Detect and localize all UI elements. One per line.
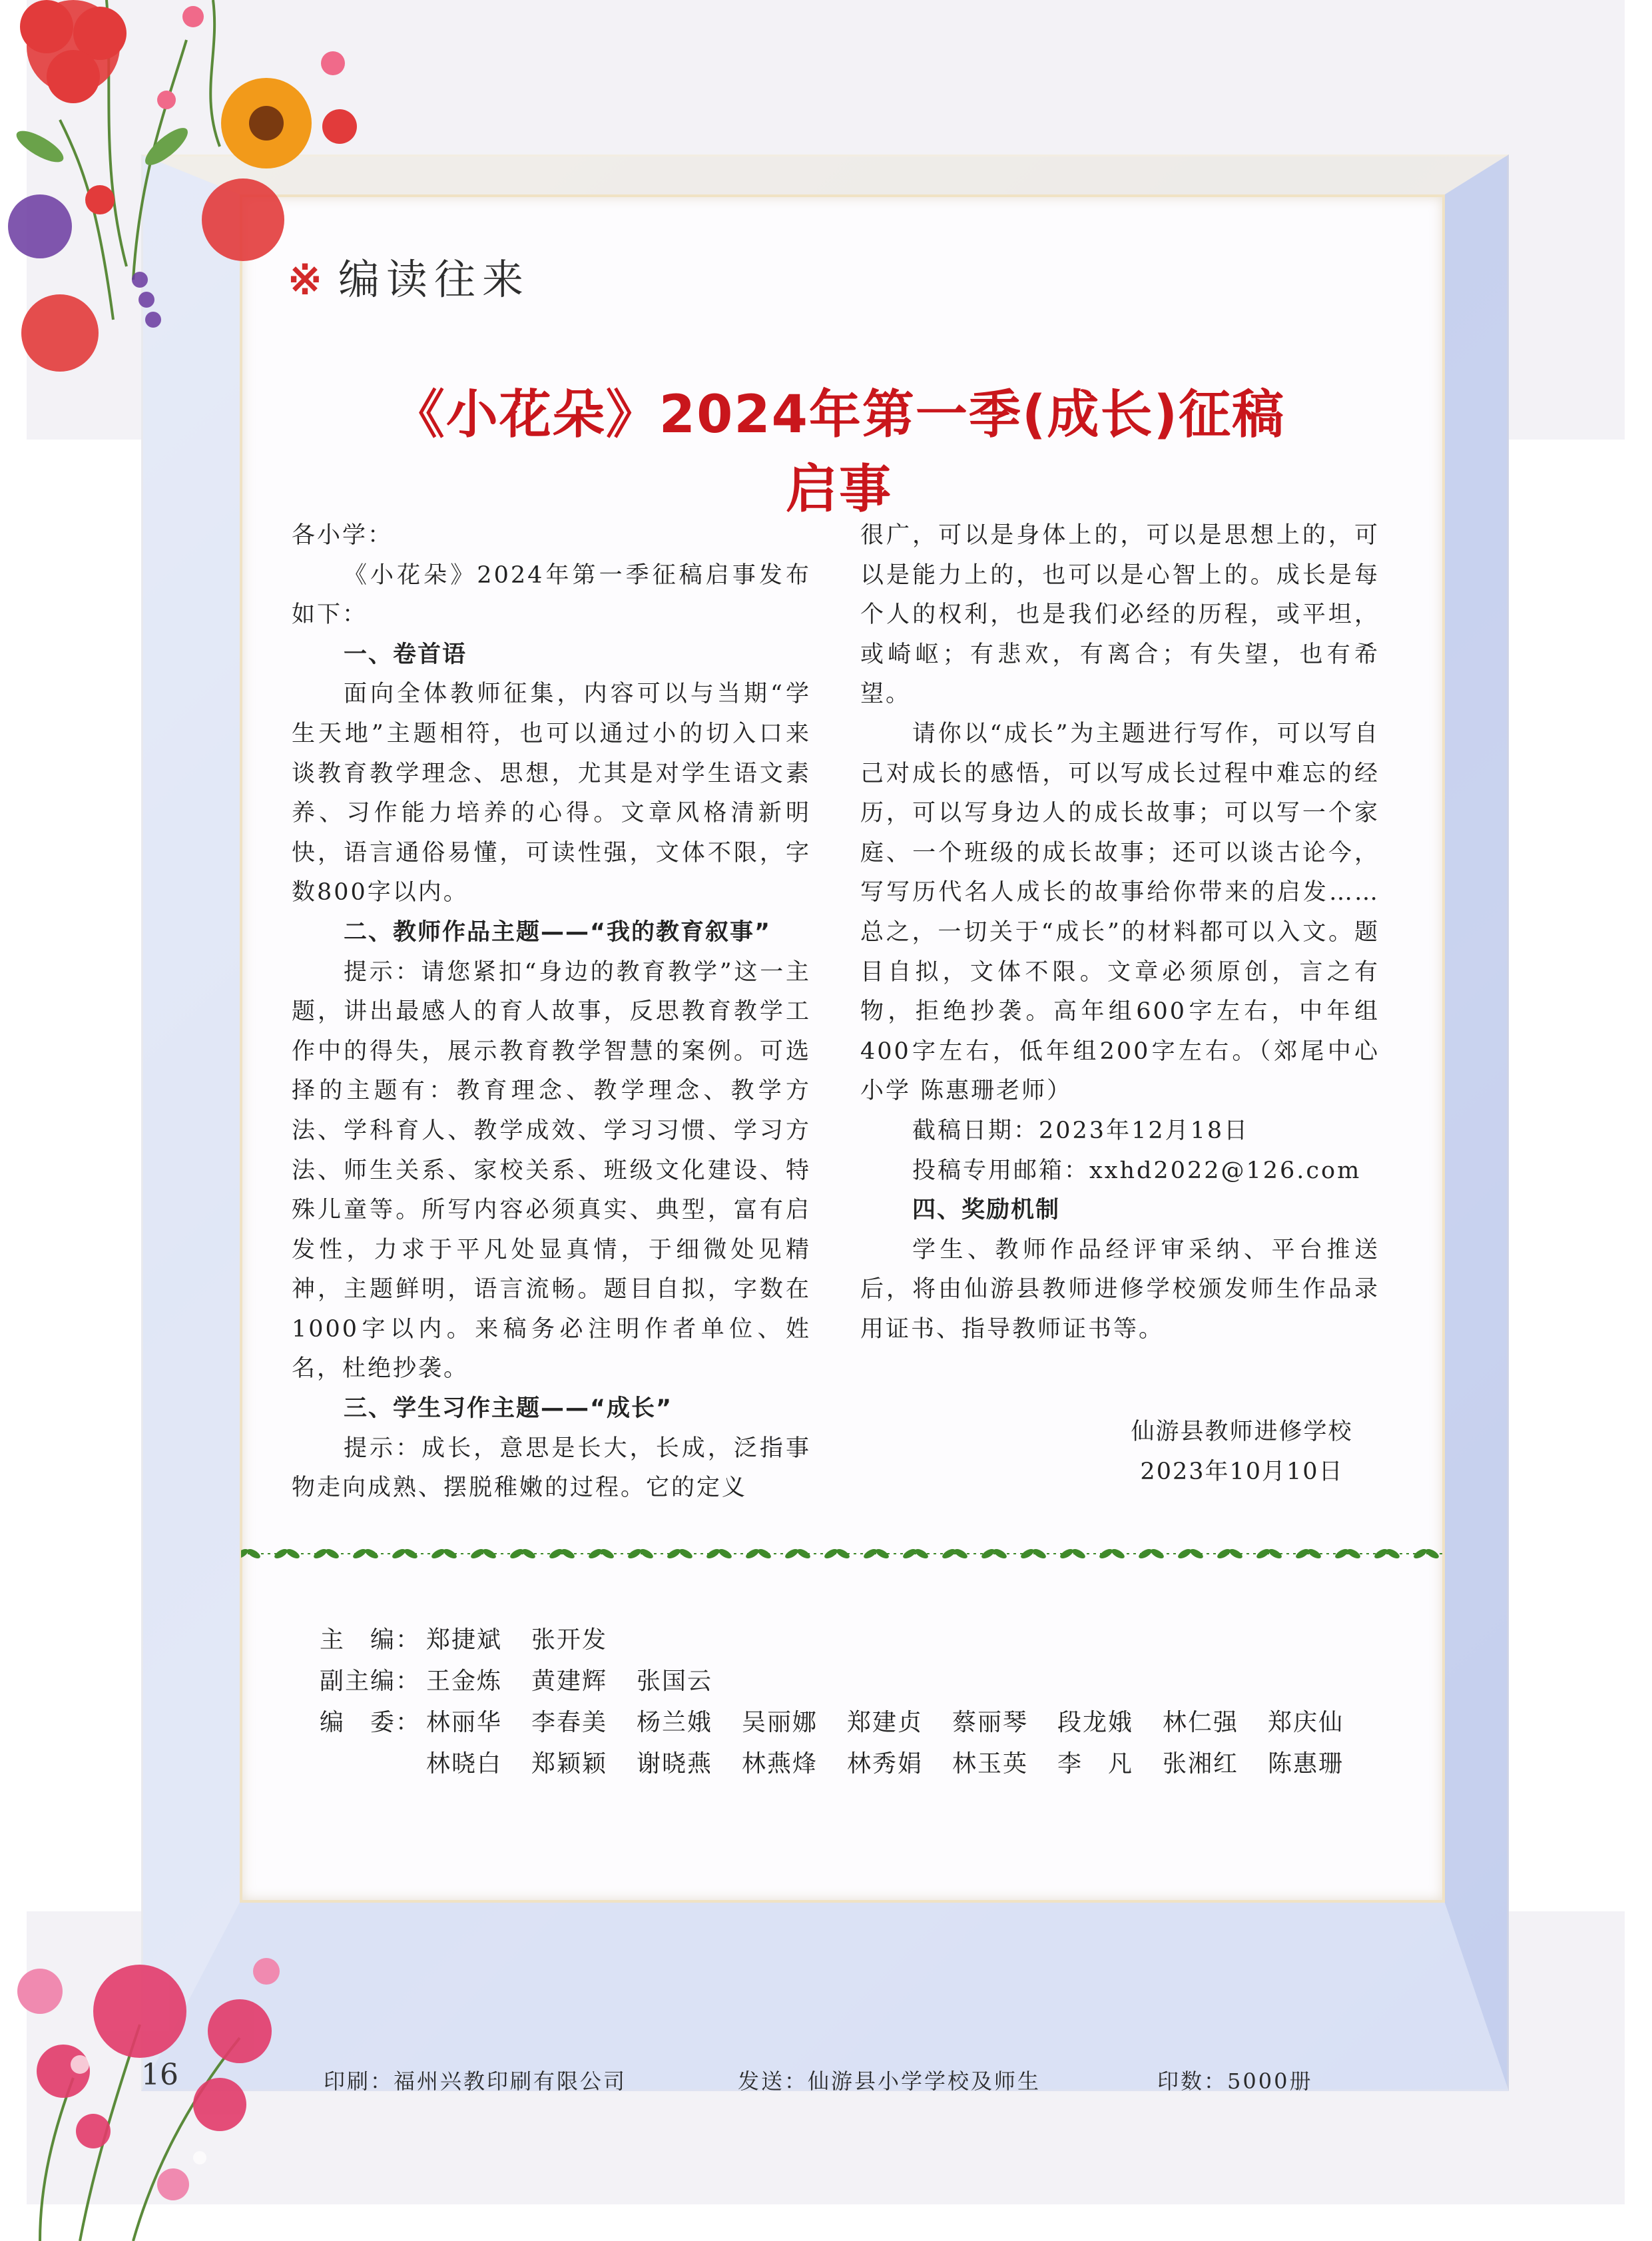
page-number: 16 (141, 2058, 178, 2092)
staff-name: 吴丽娜 (742, 1709, 818, 1736)
staff-row-board-1 (320, 1702, 1373, 1744)
leaf-icon (324, 1547, 340, 1560)
staff-name: 陈惠珊 (1268, 1750, 1344, 1777)
staff-name: 林燕烽 (742, 1750, 818, 1777)
section-3-heading: 三、学生习作主题——“成长” (344, 1395, 673, 1423)
signature-date: 2023年10月10日 (1140, 1458, 1344, 1485)
staff-name: 李春美 (531, 1709, 608, 1736)
flower-decoration-bottom-left (0, 1905, 373, 2241)
left-column (292, 516, 811, 1508)
staff-name: 郑建贞 (847, 1709, 924, 1736)
leaf-icon (430, 1547, 446, 1560)
staff-name: 王金炼 (426, 1668, 503, 1695)
reference-mark-icon: ※ (288, 255, 329, 304)
leaf-icon (1216, 1547, 1232, 1560)
leaf-icon (391, 1547, 407, 1560)
distribution-info: 发送：仙游县小学学校及师生 (738, 2069, 1041, 2094)
staff-row-deputy (320, 1661, 1373, 1702)
submission-email: 投稿专用邮箱：xxhd2022@126.com (912, 1157, 1362, 1184)
staff-name: 林玉英 (952, 1750, 1029, 1777)
leaf-icon (678, 1547, 694, 1560)
board-label-spacer (320, 1744, 426, 1785)
staff-name: 林秀娟 (847, 1750, 924, 1777)
leaf-divider (241, 1544, 1444, 1564)
section-name: 编读往来 (338, 255, 530, 304)
deputy-editor-label: 副主编： (320, 1668, 421, 1695)
leaf-icon (352, 1547, 368, 1560)
staff-name: 黄建辉 (531, 1668, 608, 1695)
staff-name: 张湘红 (1163, 1750, 1239, 1777)
staff-row-chief (320, 1620, 1373, 1661)
signature-org: 仙游县教师进修学校 (1131, 1419, 1353, 1445)
leaf-icon (1071, 1547, 1087, 1560)
chief-editor-label: 主 编： (320, 1626, 421, 1654)
staff-name: 郑庆仙 (1268, 1709, 1344, 1736)
leaf-icon (717, 1547, 733, 1560)
right-column (860, 516, 1380, 1349)
editorial-staff (320, 1620, 1373, 1785)
section-4-heading: 四、奖励机制 (912, 1197, 1061, 1224)
staff-name: 林晓白 (426, 1750, 503, 1777)
section-2-body: 提示：请您紧扣“身边的教育教学”这一主题，讲出最感人的育人故事，反思教育教学工作中的得失，展示教育教学智慧的案例。可选择的主题有：教育理念、教学理念、教学方法、学科育人、教学成效、学习习惯、学习方法、师生关系、家校关系、班级文化建设、特殊儿童等。所写内容必须真实、典型，富有启发性，力求于平凡处显真情，于细微处见精神，主题鲜明，语言流畅。题目自拟，字数在1000字以内。来稿务必注明作者单位、姓名，杜绝抄袭。 (292, 958, 811, 1383)
section-label (288, 246, 530, 306)
intro-paragraph: 《小花朵》2024年第一季征稿启事发布如下： (292, 561, 811, 629)
deadline: 截稿日期：2023年12月18日 (912, 1117, 1250, 1144)
section-4-body: 学生、教师作品经评审采纳、平台推送后，将由仙游县教师进修学校颁发师生作品录用证书、指导教师证书等。 (860, 1236, 1380, 1343)
section-2-heading: 二、教师作品主题——“我的教育叙事” (344, 918, 772, 946)
leaf-icon (1110, 1547, 1126, 1560)
staff-name: 蔡丽琴 (952, 1709, 1029, 1736)
leaf-icon (756, 1547, 772, 1560)
print-count: 印数：5000册 (1157, 2069, 1313, 2094)
leaf-icon (1177, 1547, 1193, 1560)
section-1-body: 面向全体教师征集，内容可以与当期“学生天地”主题相符，也可以通过小的切入口来谈教育教学理念、思想，尤其是对学生语文素养、习作能力培养的心得。文章风格清新明快，语言通俗易懂，可读性强，文体不限，字数800字以内。 (292, 681, 811, 906)
staff-name: 段龙娥 (1057, 1709, 1134, 1736)
leaf-icon (823, 1547, 839, 1560)
leaf-icon (1137, 1547, 1153, 1560)
staff-name: 李 凡 (1057, 1750, 1134, 1777)
leaf-icon (285, 1547, 301, 1560)
staff-name: 林丽华 (426, 1709, 503, 1736)
greeting: 各小学： (292, 522, 394, 549)
section-3-body: 提示：成长，意思是长大，长成，泛指事物走向成熟、摆脱稚嫩的过程。它的定义 (292, 1435, 811, 1502)
signature-block (1105, 1412, 1378, 1492)
section-3-continued: 很广，可以是身体上的，可以是思想上的，可以是能力上的，也可以是心智上的。成长是每个人的权利，也是我们必经的历程，或平坦，或崎岖；有悲欢，有离合；有失望，也有希望。 (860, 522, 1380, 708)
staff-name: 张国云 (637, 1668, 713, 1695)
staff-row-board-2 (320, 1744, 1373, 1785)
staff-name: 郑捷斌 (426, 1626, 503, 1654)
staff-name: 谢晓燕 (637, 1750, 713, 1777)
staff-name: 杨兰娥 (637, 1709, 713, 1736)
leaf-icon (364, 1547, 380, 1560)
flower-decoration-top-left (0, 0, 373, 413)
leaf-icon (1149, 1547, 1165, 1560)
staff-name: 林仁强 (1163, 1709, 1239, 1736)
leaf-icon (784, 1547, 800, 1560)
leaf-icon (744, 1547, 760, 1560)
staff-name: 郑颖颖 (531, 1750, 608, 1777)
board-label: 编 委： (320, 1709, 421, 1736)
staff-name: 张开发 (531, 1626, 608, 1654)
printer-info: 印刷：福州兴教印刷有限公司 (324, 2069, 627, 2094)
section-3-body-2: 请你以“成长”为主题进行写作，可以写自己对成长的感悟，可以写成长过程中难忘的经历，可以写身边人的成长故事；可以写一个家庭、一个班级的成长故事；还可以谈古论今，写写历代名人成长的故事给你带来的启发……总之，一切关于“成长”的材料都可以入文。题目自拟，文体不限。文章必须原创，言之有物，拒绝抄袭。高年组600字左右，中年组400字左右，低年组200字左右。（郊尾中心小学 陈惠珊老师） (860, 720, 1380, 1105)
article-title: 《小花朵》2024年第一季(成长)征稿启事 (392, 385, 1286, 519)
section-1-heading: 一、卷首语 (344, 641, 467, 668)
